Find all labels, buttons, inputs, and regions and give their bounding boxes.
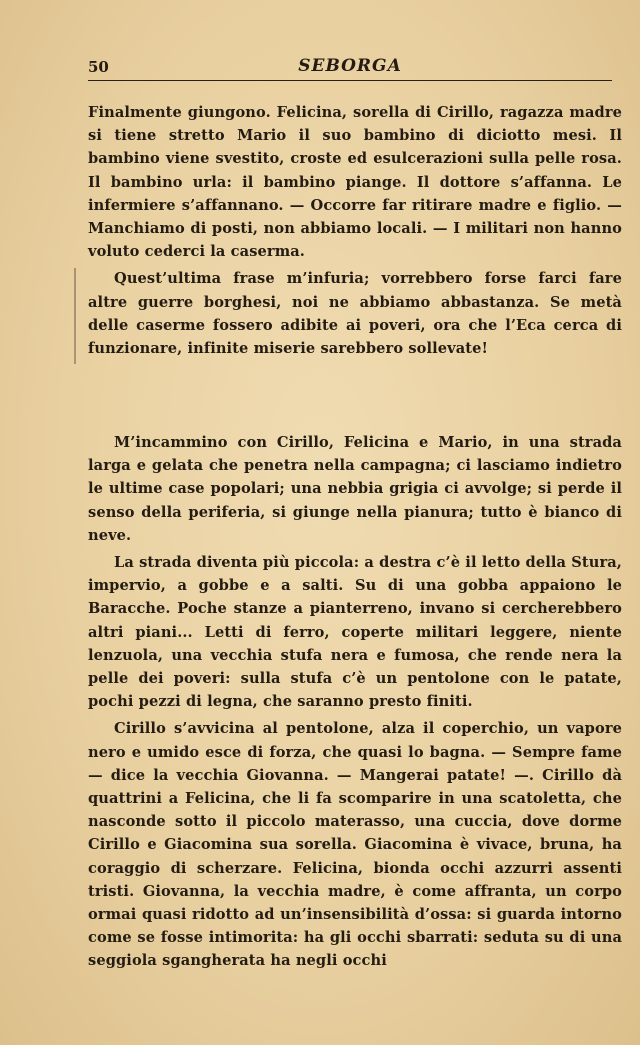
section-1 (88, 101, 622, 360)
running-title: SEBORGA (298, 56, 402, 76)
paragraph-2: Quest’ultima frase m’infuria; vorrebbero forse farci fare altre guerre borghesi, noi ne abbiamo abbastanza. Se metà delle caserme fossero adibite ai poveri, ora che l’Eca cerca di funzionare, infinite miserie sarebbero sollevate! (88, 270, 622, 358)
paragraph-5: Cirillo s’avvicina al pentolone, alza il coperchio, un vapore nero e umido esce di forza, che quasi lo bagna. — Sempre fame — dice la vecchia Giovanna. — Mangerai patate! —. Cirillo dà quattrini a Felicina, che li fa scomparire in una scatoletta, che nasconde sotto il piccolo materasso, una cuccia, dove dorme Cirillo e Giacomina sua sorella. Giacomina è vivace, bruna, ha coraggio di scherzare. Felicina, bionda occhi azzurri assenti tristi. Giovanna, la vecchia madre, è come affranta, un corpo ormai quasi ridotto ad un’insensibilità d’ossa: si guarda intorno come se fosse intimorita: ha gli occhi sbarrati: seduta su di una seggiola sgangherata ha negli occhi (88, 720, 622, 970)
section-2 (88, 431, 622, 973)
paragraph-3: M’incammino con Cirillo, Felicina e Mario, in una strada larga e gelata che penetra nella campagna; ci lasciamo indietro le ultime case popolari; una nebbia grigia ci avvolge; si perde il senso della periferia, si giunge nella pianura; tutto è bianco di neve. (88, 434, 622, 544)
page-number: 50 (88, 58, 109, 76)
paragraph-1: Finalmente giungono. Felicina, sorella di Cirillo, ragazza madre si tiene stretto Mario il suo bambino di diciotto mesi. Il bambino viene svestito, croste ed esulcerazioni sulla pelle rosa. Il bambino urla: il bambino piange. Il dottore s’affanna. Le infermiere s’affannano. — Occorre far ritirare madre e figlio. — Manchiamo di posti, non abbiamo locali. — I militari non hanno voluto cederci la caserma. (88, 104, 622, 261)
running-head (88, 56, 612, 81)
paragraph-4: La strada diventa più piccola: a destra c’è il letto della Stura, impervio, a gobbe e a salti. Su di una gobba appaiono le Baracche. Poche stanze a pianterreno, invano si cercherebbero altri piani... Letti di ferro, coperte militari leggere, niente lenzuola, una vecchia stufa nera e fumosa, che rende nera la pelle dei poveri: sulla stufa c’è un pentolone con le patate, pochi pezzi di legna, che saranno presto finiti. (88, 554, 622, 711)
margin-mark (74, 268, 76, 364)
